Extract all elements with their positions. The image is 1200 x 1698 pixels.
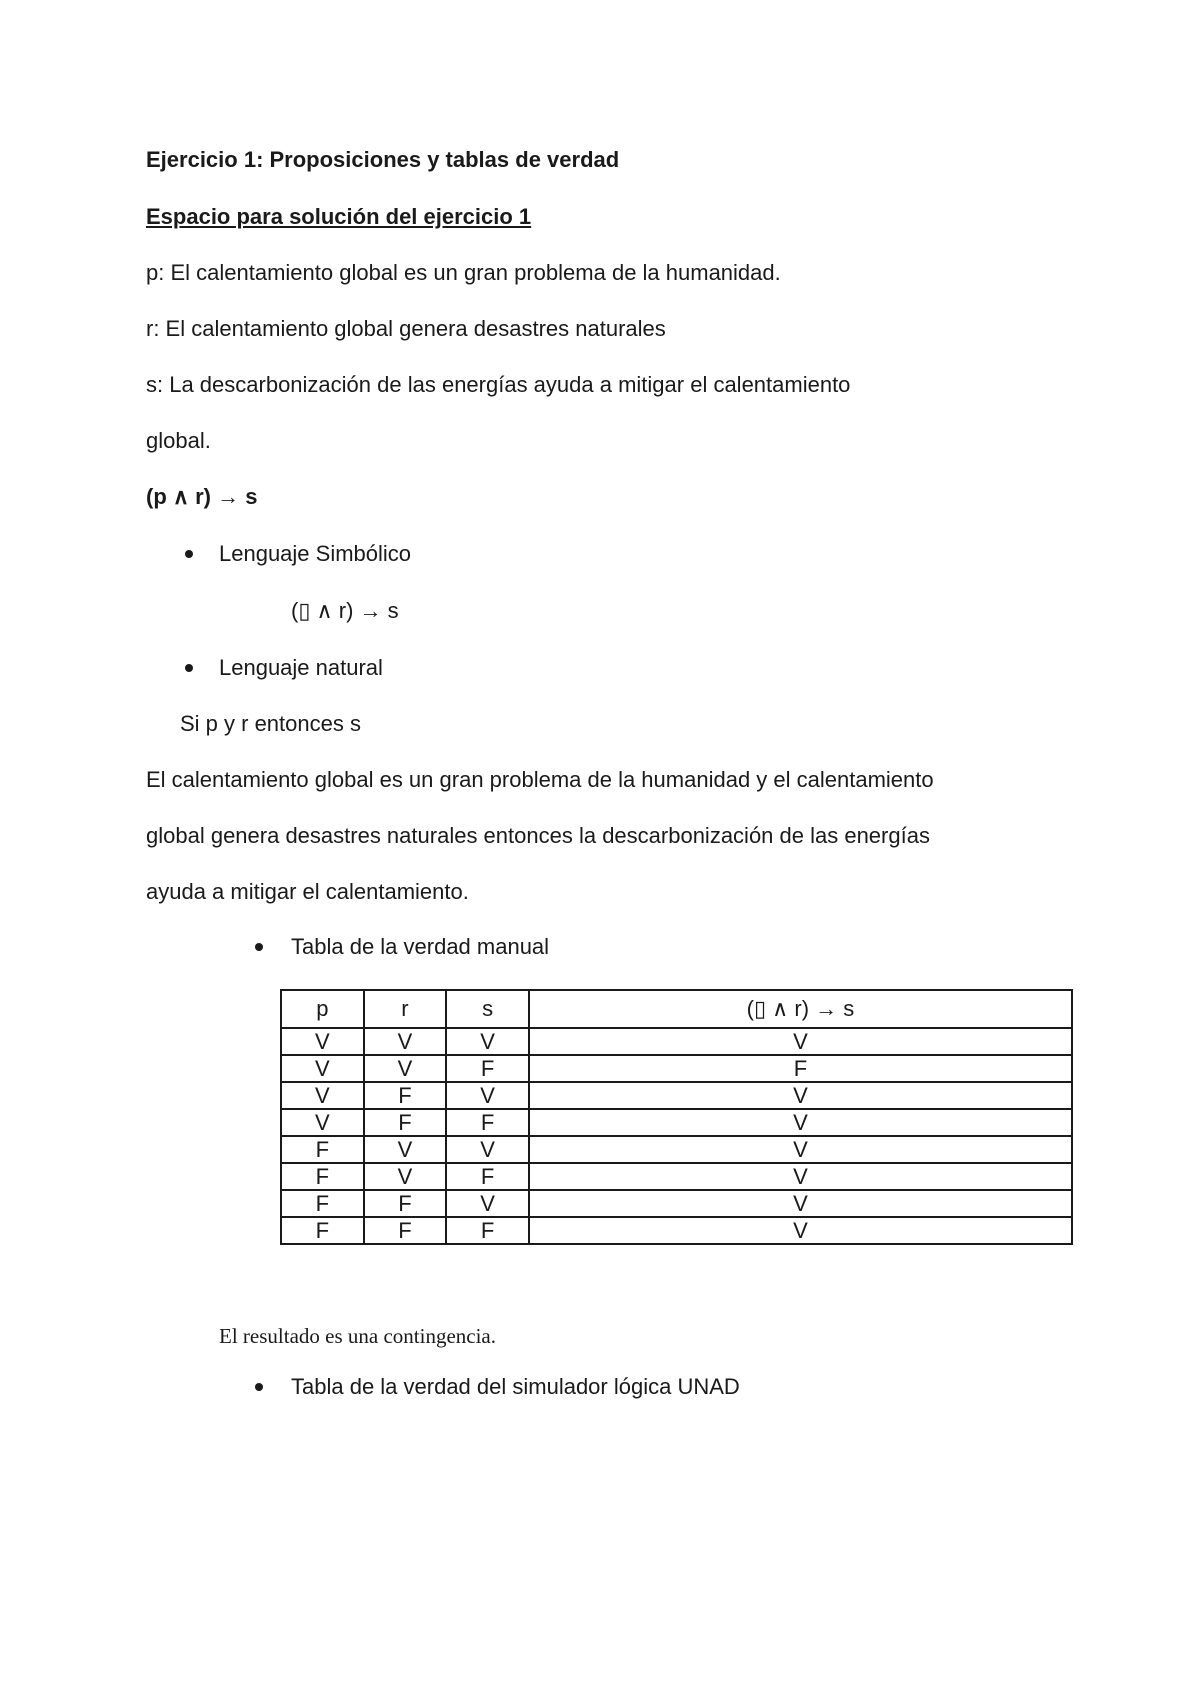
table-cell: V xyxy=(529,1217,1072,1244)
natural-paragraph-line3: ayuda a mitigar el calentamiento. xyxy=(146,879,469,904)
header-p: p xyxy=(281,990,364,1028)
table-cell: F xyxy=(446,1217,529,1244)
table-row xyxy=(281,1190,1072,1217)
table-cell: F xyxy=(281,1190,364,1217)
table-cell: V xyxy=(446,1190,529,1217)
header-r: r xyxy=(364,990,447,1028)
table-row xyxy=(281,1217,1072,1244)
simulator-label: Tabla de la verdad del simulador lógica UNAD xyxy=(291,1374,740,1399)
table-cell: F xyxy=(529,1055,1072,1082)
proposition-p: p: El calentamiento global es un gran problema de la humanidad. xyxy=(146,260,781,285)
result-text: El resultado es una contingencia. xyxy=(219,1324,496,1348)
table-cell: V xyxy=(281,1109,364,1136)
table-header-row xyxy=(281,990,1072,1028)
table-row xyxy=(281,1082,1072,1109)
natural-label: Lenguaje natural xyxy=(219,655,383,680)
bullet-icon xyxy=(185,550,193,558)
table-cell: F xyxy=(281,1163,364,1190)
table-row xyxy=(281,1136,1072,1163)
table-cell: V xyxy=(364,1163,447,1190)
symbolic-label: Lenguaje Simbólico xyxy=(219,541,412,566)
solution-heading: Espacio para solución del ejercicio 1 xyxy=(146,204,532,229)
table-cell: V xyxy=(529,1190,1072,1217)
bullet-icon xyxy=(255,943,263,951)
proposition-s-line1: s: La descarbonización de las energías ayuda a mitigar el calentamiento xyxy=(146,372,851,397)
header-s: s xyxy=(446,990,529,1028)
formula-heading: (p ∧ r) → s xyxy=(146,484,258,509)
table-row xyxy=(281,1109,1072,1136)
natural-short: Si p y r entonces s xyxy=(180,711,361,736)
table-row xyxy=(281,1028,1072,1055)
proposition-r: r: El calentamiento global genera desastres naturales xyxy=(146,316,666,341)
table-cell: V xyxy=(529,1136,1072,1163)
table-cell: V xyxy=(529,1109,1072,1136)
symbolic-expression: (▯ ∧ r) → s xyxy=(291,598,399,623)
table-cell: F xyxy=(446,1163,529,1190)
table-cell: F xyxy=(364,1190,447,1217)
table-cell: V xyxy=(281,1055,364,1082)
table-cell: V xyxy=(281,1028,364,1055)
truth-table xyxy=(280,989,1073,1245)
bullet-icon xyxy=(185,664,193,672)
table-cell: F xyxy=(364,1109,447,1136)
table-cell: F xyxy=(364,1082,447,1109)
table-cell: V xyxy=(529,1163,1072,1190)
table-cell: V xyxy=(281,1082,364,1109)
table-cell: V xyxy=(446,1082,529,1109)
table-cell: F xyxy=(281,1136,364,1163)
natural-paragraph-line1: El calentamiento global es un gran problema de la humanidad y el calentamiento xyxy=(146,767,934,792)
table-row xyxy=(281,1163,1072,1190)
table-cell: V xyxy=(364,1028,447,1055)
table-cell: V xyxy=(364,1136,447,1163)
table-cell: V xyxy=(529,1082,1072,1109)
table-cell: F xyxy=(281,1217,364,1244)
manual-table-label: Tabla de la verdad manual xyxy=(291,934,550,959)
table-cell: V xyxy=(529,1028,1072,1055)
table-cell: V xyxy=(364,1055,447,1082)
table-cell: F xyxy=(364,1217,447,1244)
proposition-s-line2: global. xyxy=(146,428,211,453)
table-cell: F xyxy=(446,1055,529,1082)
table-row xyxy=(281,1055,1072,1082)
table-cell: V xyxy=(446,1136,529,1163)
table-cell: V xyxy=(446,1028,529,1055)
table-cell: F xyxy=(446,1109,529,1136)
exercise-title: Ejercicio 1: Proposiciones y tablas de verdad xyxy=(146,147,620,172)
header-result: (▯ ∧ r) → s xyxy=(529,990,1072,1028)
bullet-icon xyxy=(255,1383,263,1391)
natural-paragraph-line2: global genera desastres naturales entonces la descarbonización de las energías xyxy=(146,823,930,848)
